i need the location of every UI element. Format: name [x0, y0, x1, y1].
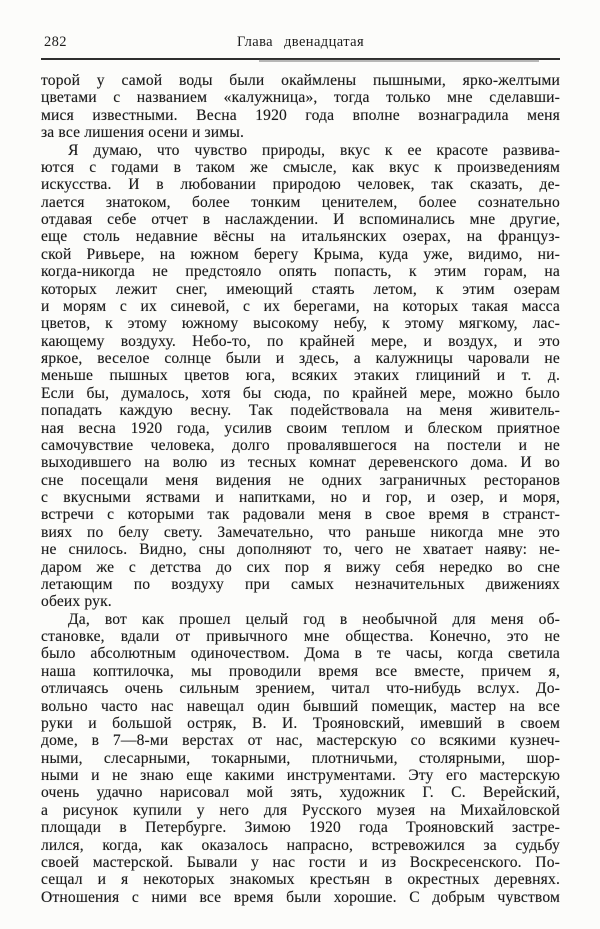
text-line: выходившего на волю из тесных комнат деревенского дома. И во	[41, 454, 560, 472]
chapter-title: Глава двенадцатая	[236, 34, 365, 50]
text-line: мися известными. Весна 1920 года вполне вознаградила меня	[41, 106, 560, 124]
text-line: ными и не знаю еще какими инструментами. Эту его мастерскую	[41, 767, 560, 784]
text-line: цветами с названием «калужница», тогда только мне сделавши-	[41, 89, 560, 107]
text-line: лился, когда, как оказалось напрасно, встревожился за судьбу	[41, 836, 560, 854]
paragraph	[41, 72, 560, 142]
text-line: попадать каждую весну. Так подействовала на меня живитель-	[41, 402, 560, 420]
text-line: вольно часто нас навещал один бывший помещик, мастер на все	[41, 697, 560, 715]
text-line: торой у самой воды были окаймлены пышными, ярко-желтыми	[41, 72, 560, 89]
page-header	[41, 34, 560, 52]
text-line: ная весна 1920 года, усилив своим теплом и блеском приятное	[41, 419, 560, 437]
text-line: цветов, к этому южному высокому небу, к этому мягкому, лас-	[41, 315, 560, 333]
text-line: обеих рук.	[41, 593, 112, 611]
text-line: становке, вдали от привычного мне общества. Конечно, это не	[41, 628, 560, 645]
text-line: отдавая себе отчет в наслаждении. И вспоминались мне другие,	[41, 211, 560, 228]
text-line: лается знатоком, более тонким ценителем, более сознательно	[41, 193, 560, 211]
text-line: Если бы, думалось, хотя бы сюда, по крайней мере, можно было	[41, 384, 560, 402]
text-line: доме, в 7—8-ми верстах от нас, мастерскую со всякими кузнеч-	[41, 732, 560, 750]
text-line: Да, вот как прошел целый год в необычной для меня об-	[68, 610, 560, 628]
text-line: Я думаю, что чувство природы, вкус к ее красоте развива-	[68, 141, 560, 159]
text-line: ными, слесарными, токарными, плотничьми, столярными, шор-	[41, 749, 560, 767]
text-line: самочувствие человека, долго провалявшегося на постели и не	[41, 436, 560, 454]
text-line: еще столь недавние вёсны на итальянских озерах, на француз-	[41, 228, 560, 246]
text-line: не снилось. Видно, сны дополняют то, чего не хватает наяву: не-	[41, 541, 560, 559]
text-line: руки и большой остряк, В. И. Трояновский, имевший в своем	[41, 714, 560, 732]
page-number: 282	[44, 34, 67, 50]
text-line: ются с годами в таком же смысле, как вкус к произведениям	[41, 158, 560, 176]
text-line: которых лежит снег, имеющий стаять летом, к этим озерам	[41, 280, 560, 298]
text-line: наша коптилочка, мы проводили время все вместе, причем я,	[41, 662, 560, 680]
text-line: площади в Петербурге. Зимою 1920 года Трояновский застре-	[41, 819, 560, 837]
text-line: было абсолютным одиночеством. Дома в те часы, когда светила	[41, 645, 560, 663]
text-line: и морям с их синевой, с их берегами, на которых такая масса	[41, 297, 560, 315]
text-line: даром же с детства до сих пор я вижу себя нередко во сне	[41, 558, 560, 576]
paragraph	[41, 142, 560, 611]
text-line: с вкусными яствами и напитками, но и гор, и озер, и моря,	[41, 489, 560, 506]
text-line: своей мастерской. Бывали у нас гости и из Воскресенского. По-	[41, 853, 560, 871]
text-line: виях по белу свету. Замечательно, что раньше никогда мне это	[41, 523, 560, 541]
paragraph	[41, 611, 560, 906]
text-line: Отношения с ними все время были хорошие. С добрым чувством	[41, 888, 560, 906]
text-line: ской Ривьере, на южном берегу Крыма, куда уже, видимо, ни-	[41, 245, 560, 263]
text-line: очень удачно нарисовал мой зять, художник Г. С. Верейский,	[41, 784, 560, 802]
text-line: летающим по воздуху при самых незначительных движениях	[41, 575, 560, 593]
text-line: сне посещали меня видения не одних заграничных ресторанов	[41, 471, 560, 489]
page-body	[41, 72, 560, 906]
text-line: за все лишения осени и зимы.	[41, 124, 244, 142]
header-rule	[41, 58, 560, 62]
text-line: сещал и я некоторых знакомых крестьян в окрестных деревнях.	[41, 871, 560, 889]
text-line: отличаясь очень сильным зрением, читал что-нибудь вслух. До-	[41, 680, 560, 698]
text-line: меньше пышных цветов юга, всяких этаких глициний и т. д.	[41, 367, 560, 385]
text-line: когда-никогда не предстояло опять попасть, к этим горам, на	[41, 263, 560, 281]
text-line: искусства. И в любовании природою человек, так сказать, де-	[41, 176, 560, 194]
text-line: кающему воздуху. Небо-то, по крайней мере, и воздух, и это	[41, 332, 560, 350]
text-line: а рисунок купили у него для Русского музея на Михайловской	[41, 801, 560, 819]
text-line: яркое, веселое солнце были и здесь, а калужницы чаровали не	[41, 350, 560, 367]
text-line: встречи с которыми так радовали меня в свое время в странст-	[41, 506, 560, 524]
